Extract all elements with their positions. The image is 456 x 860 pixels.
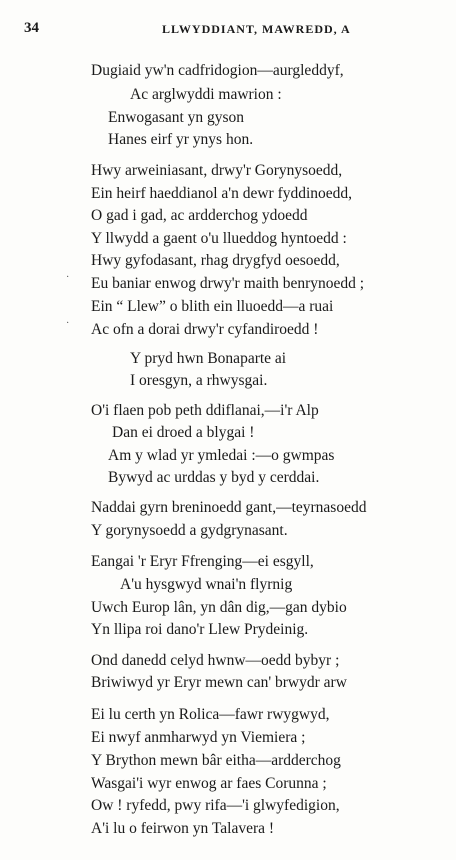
poem-line: Eangai 'r Eryr Ffrenging—ei esgyll, bbox=[91, 553, 314, 570]
poem-line: Bywyd ac urddas y byd y cerddai. bbox=[108, 469, 320, 486]
poem-line: Enwogasant yn gyson bbox=[108, 109, 245, 126]
poem-line: Eu baniar enwog drwy'r maith benrynoedd ; bbox=[91, 275, 365, 292]
poem-line: Y pryd hwn Bonaparte ai bbox=[130, 350, 287, 367]
poem-line: Ac arglwyddi mawrion : bbox=[130, 86, 282, 103]
margin-dot: · bbox=[66, 318, 70, 329]
poem-line: Ei lu certh yn Rolica—fawr rwygwyd, bbox=[91, 706, 330, 723]
poem-line: Y gorynysoedd a gydgrynasant. bbox=[91, 522, 288, 539]
poem-line: Wasgai'i wyr enwog ar faes Corunna ; bbox=[91, 775, 327, 792]
poem-line: A'u hysgwyd wnai'n flyrnig bbox=[120, 576, 293, 593]
running-head: LLWYDDIANT, MAWREDD, A bbox=[162, 22, 351, 36]
poem-line: Am y wlad yr ymledai :—o gwmpas bbox=[108, 447, 335, 464]
margin-dot: · bbox=[66, 272, 70, 283]
poem-line: Naddai gyrn breninoedd gant,—teyrnasoedd bbox=[91, 499, 367, 516]
poem-line: Ond danedd celyd hwnw—oedd bybyr ; bbox=[91, 652, 340, 669]
poem-line: Briwiwyd yr Eryr mewn can' brwydr arw bbox=[91, 674, 347, 691]
poem-line: Ei nwyf anmharwyd yn Viemiera ; bbox=[91, 729, 306, 746]
poem-line: Yn llipa roi dano'r Llew Prydeinig. bbox=[91, 621, 309, 638]
page-number: 34 bbox=[24, 20, 39, 36]
poem-line: Ac ofn a dorai drwy'r cyfandiroedd ! bbox=[91, 321, 319, 338]
poem-line: O'i flaen pob peth ddiflanai,—i'r Alp bbox=[91, 402, 319, 419]
poem-line: A'i lu o feirwon yn Talavera ! bbox=[91, 820, 275, 837]
poem-line: Uwch Europ lân, yn dân dig,—gan dybio bbox=[91, 599, 347, 616]
poem-line: O gad i gad, ac ardderchog ydoedd bbox=[91, 207, 308, 224]
poem-line: Hanes eirf yr ynys hon. bbox=[108, 131, 254, 148]
poem-line: Ein heirf haeddianol a'n dewr fyddinoedd, bbox=[91, 185, 353, 202]
poem-line: Dan ei droed a blygai ! bbox=[112, 424, 255, 441]
poem-line: Ein “ Llew” o blith ein lluoedd—a ruai bbox=[91, 298, 334, 315]
poem-line: Hwy gyfodasant, rhag drygfyd oesoedd, bbox=[91, 252, 340, 269]
poem-line: Ow ! ryfedd, pwy rifa—'i glwyfedigion, bbox=[91, 797, 340, 814]
poem-line: Y llwydd a gaent o'u llueddog hyntoedd : bbox=[91, 230, 347, 247]
poem-line: Hwy arweiniasant, drwy'r Gorynysoedd, bbox=[91, 162, 343, 179]
poem-line: Dugiaid yw'n cadfridogion—aurgleddyf, bbox=[91, 62, 344, 79]
poem-line: I oresgyn, a rhwysgai. bbox=[130, 372, 268, 389]
poem-line: Y Brython mewn bâr eitha—ardderchog bbox=[91, 752, 341, 769]
